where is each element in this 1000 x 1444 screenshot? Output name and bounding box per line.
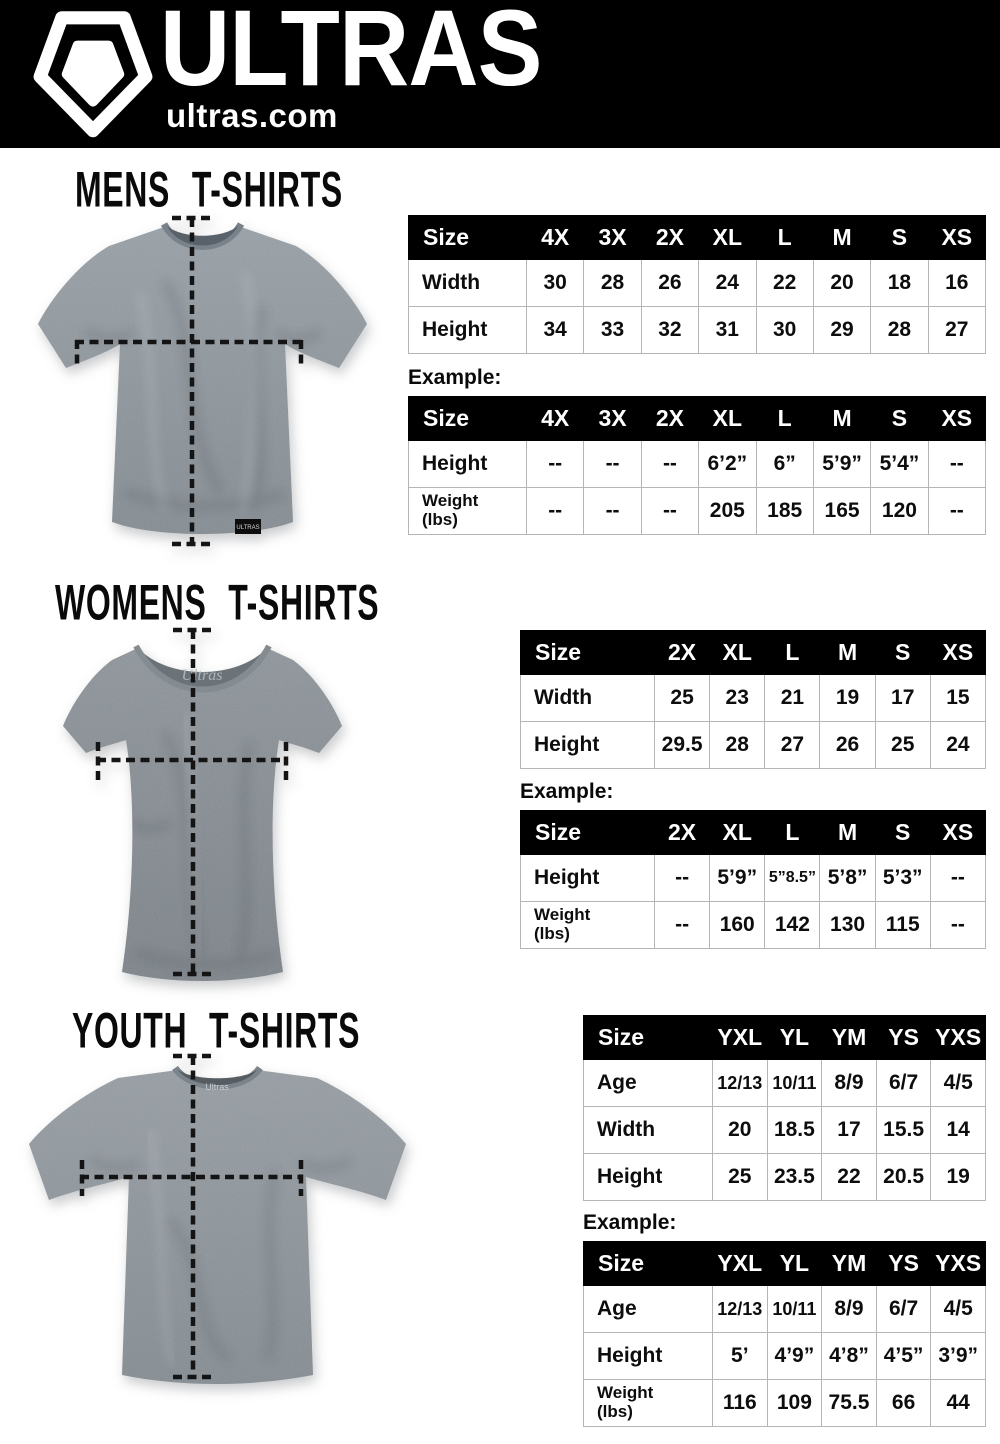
table-cell: 160 <box>710 902 765 949</box>
table-cell: 18.5 <box>767 1107 822 1154</box>
size-column-header: XL <box>699 216 756 260</box>
table-row <box>584 1107 986 1154</box>
table-cell: -- <box>527 488 584 535</box>
size-column-header: M <box>813 397 870 441</box>
table-cell: 4’9” <box>767 1333 822 1380</box>
row-label: Age <box>584 1060 713 1107</box>
table-row <box>584 1333 986 1380</box>
row-label: Weight (lbs) <box>521 902 655 949</box>
size-column-header: XL <box>710 631 765 675</box>
table-cell: -- <box>584 441 641 488</box>
row-label: Weight (lbs) <box>409 488 527 535</box>
table-cell: 15 <box>930 675 985 722</box>
table-cell: 28 <box>871 307 928 354</box>
size-column-header: S <box>871 397 928 441</box>
table-cell: 130 <box>820 902 875 949</box>
size-column-header: XL <box>710 811 765 855</box>
table-cell: 115 <box>875 902 930 949</box>
header-banner <box>0 0 1000 148</box>
table-cell: -- <box>655 902 710 949</box>
youth-section-title: YOUTH T-SHIRTS <box>72 1001 361 1058</box>
table-cell: 12/13 <box>713 1286 768 1333</box>
table-row <box>584 1286 986 1333</box>
table-cell: 28 <box>710 722 765 769</box>
table-cell: 75.5 <box>822 1380 877 1427</box>
size-column-header: L <box>756 216 813 260</box>
hem-tag <box>235 519 261 534</box>
size-column-header: XS <box>928 216 985 260</box>
womens-shirt-shape <box>35 622 370 990</box>
youth-size-table <box>583 1015 986 1201</box>
table-cell: 44 <box>931 1380 986 1427</box>
size-column-header: 4X <box>527 216 584 260</box>
size-column-header: M <box>820 631 875 675</box>
table-cell: 23 <box>710 675 765 722</box>
table-cell: 6/7 <box>876 1060 931 1107</box>
size-column-header: YS <box>876 1016 931 1060</box>
table-cell: 5”8.5” <box>765 855 820 902</box>
table-row <box>409 307 986 354</box>
size-column-label: Size <box>409 397 527 441</box>
row-label: Height <box>521 722 655 769</box>
row-label: Age <box>584 1286 713 1333</box>
table-cell: 66 <box>876 1380 931 1427</box>
size-column-header: YM <box>822 1016 877 1060</box>
table-cell: 19 <box>820 675 875 722</box>
table-header-row <box>584 1016 986 1060</box>
site-url: ultras.com <box>166 97 338 134</box>
table-cell: 8/9 <box>822 1286 877 1333</box>
table-cell: 26 <box>641 260 698 307</box>
table-cell: 29.5 <box>655 722 710 769</box>
size-column-label: Size <box>521 631 655 675</box>
row-label: Height <box>584 1333 713 1380</box>
table-row <box>521 855 986 902</box>
size-column-header: L <box>765 811 820 855</box>
table-cell: 120 <box>871 488 928 535</box>
table-cell: 25 <box>713 1154 768 1201</box>
youth-example-label: Example: <box>583 1211 677 1234</box>
youth-tshirt-image <box>20 1050 415 1425</box>
womens-size-table <box>520 630 986 769</box>
table-cell: 5’9” <box>710 855 765 902</box>
size-column-header: 4X <box>527 397 584 441</box>
table-cell: -- <box>930 855 985 902</box>
table-cell: 5’3” <box>875 855 930 902</box>
size-column-header: M <box>813 216 870 260</box>
mens-section-title: MENS T-SHIRTS <box>75 160 343 217</box>
table-cell: 33 <box>584 307 641 354</box>
table-cell: 16 <box>928 260 985 307</box>
table-cell: 30 <box>527 260 584 307</box>
table-cell: 4’5” <box>876 1333 931 1380</box>
table-cell: 5’9” <box>813 441 870 488</box>
table-cell: 165 <box>813 488 870 535</box>
table-row <box>521 675 986 722</box>
womens-example-label: Example: <box>520 780 614 803</box>
table-cell: 30 <box>756 307 813 354</box>
row-label: Width <box>409 260 527 307</box>
mens-tshirt-image <box>15 212 390 560</box>
table-cell: 4/5 <box>931 1060 986 1107</box>
size-column-header: XS <box>930 631 985 675</box>
table-row <box>521 722 986 769</box>
table-cell: 27 <box>928 307 985 354</box>
table-cell: 4/5 <box>931 1286 986 1333</box>
table-cell: 5’ <box>713 1333 768 1380</box>
neck-label: Ultras <box>205 1082 229 1092</box>
size-column-header: YXS <box>931 1242 986 1286</box>
table-header-row <box>409 216 986 260</box>
table-cell: 6/7 <box>876 1286 931 1333</box>
table-cell: 20 <box>713 1107 768 1154</box>
table-cell: -- <box>928 441 985 488</box>
size-column-header: 2X <box>641 216 698 260</box>
table-row <box>584 1060 986 1107</box>
table-cell: 24 <box>930 722 985 769</box>
table-cell: 5’4” <box>871 441 928 488</box>
table-cell: 29 <box>813 307 870 354</box>
table-cell: 18 <box>871 260 928 307</box>
table-cell: 109 <box>767 1380 822 1427</box>
table-row <box>409 441 986 488</box>
size-column-label: Size <box>584 1242 713 1286</box>
table-cell: 205 <box>699 488 756 535</box>
table-cell: 185 <box>756 488 813 535</box>
table-header-row <box>409 397 986 441</box>
table-cell: 3’9” <box>931 1333 986 1380</box>
table-cell: 17 <box>822 1107 877 1154</box>
table-cell: 6” <box>756 441 813 488</box>
size-column-header: YXS <box>931 1016 986 1060</box>
table-cell: 25 <box>655 675 710 722</box>
table-cell: 12/13 <box>713 1060 768 1107</box>
table-row <box>584 1380 986 1427</box>
table-cell: 32 <box>641 307 698 354</box>
row-label: Width <box>584 1107 713 1154</box>
size-column-header: 2X <box>641 397 698 441</box>
size-column-header: S <box>875 631 930 675</box>
table-cell: 142 <box>765 902 820 949</box>
svg-text:ULTRAS: ULTRAS <box>236 525 260 531</box>
size-column-label: Size <box>584 1016 713 1060</box>
size-column-header: XS <box>930 811 985 855</box>
table-row <box>584 1154 986 1201</box>
row-label: Height <box>584 1154 713 1201</box>
table-row <box>409 488 986 535</box>
womens-tshirt-image <box>35 622 370 990</box>
table-cell: 34 <box>527 307 584 354</box>
table-cell: 6’2” <box>699 441 756 488</box>
mens-example-table <box>408 396 986 535</box>
mens-size-table <box>408 215 986 354</box>
mens-shirt-shape <box>15 212 390 560</box>
table-header-row <box>521 811 986 855</box>
table-cell: 17 <box>875 675 930 722</box>
table-cell: 4’8” <box>822 1333 877 1380</box>
table-cell: 116 <box>713 1380 768 1427</box>
size-column-header: XL <box>699 397 756 441</box>
size-column-label: Size <box>409 216 527 260</box>
size-column-header: YS <box>876 1242 931 1286</box>
size-column-header: 3X <box>584 216 641 260</box>
table-cell: 14 <box>931 1107 986 1154</box>
size-column-header: YM <box>822 1242 877 1286</box>
table-cell: 5’8” <box>820 855 875 902</box>
size-column-header: YL <box>767 1016 822 1060</box>
ultras-pentagon-logo-icon <box>33 6 153 140</box>
womens-example-table <box>520 810 986 949</box>
table-cell: 31 <box>699 307 756 354</box>
table-cell: 19 <box>931 1154 986 1201</box>
table-header-row <box>521 631 986 675</box>
size-column-header: YXL <box>713 1242 768 1286</box>
table-cell: 27 <box>765 722 820 769</box>
size-column-header: 3X <box>584 397 641 441</box>
table-cell: 22 <box>756 260 813 307</box>
row-label: Height <box>409 307 527 354</box>
size-column-label: Size <box>521 811 655 855</box>
table-cell: 25 <box>875 722 930 769</box>
table-cell: -- <box>527 441 584 488</box>
table-cell: 10/11 <box>767 1286 822 1333</box>
size-column-header: S <box>871 216 928 260</box>
table-row <box>409 260 986 307</box>
size-column-header: YL <box>767 1242 822 1286</box>
table-cell: 8/9 <box>822 1060 877 1107</box>
table-cell: -- <box>641 488 698 535</box>
youth-example-table <box>583 1241 986 1427</box>
table-row <box>521 902 986 949</box>
table-cell: 20.5 <box>876 1154 931 1201</box>
table-cell: -- <box>930 902 985 949</box>
size-column-header: XS <box>928 397 985 441</box>
neck-label: Ultras <box>181 667 223 684</box>
table-cell: 20 <box>813 260 870 307</box>
table-cell: -- <box>928 488 985 535</box>
row-label: Width <box>521 675 655 722</box>
size-column-header: M <box>820 811 875 855</box>
table-cell: 26 <box>820 722 875 769</box>
size-column-header: 2X <box>655 631 710 675</box>
table-cell: 15.5 <box>876 1107 931 1154</box>
table-cell: 28 <box>584 260 641 307</box>
table-header-row <box>584 1242 986 1286</box>
size-column-header: 2X <box>655 811 710 855</box>
size-column-header: S <box>875 811 930 855</box>
table-cell: -- <box>584 488 641 535</box>
row-label: Height <box>409 441 527 488</box>
brand-title: ULTRAS <box>160 0 542 108</box>
table-cell: 10/11 <box>767 1060 822 1107</box>
size-column-header: YXL <box>713 1016 768 1060</box>
row-label: Weight (lbs) <box>584 1380 713 1427</box>
size-column-header: L <box>756 397 813 441</box>
womens-section-title: WOMENS T-SHIRTS <box>55 573 380 630</box>
table-cell: -- <box>655 855 710 902</box>
table-cell: -- <box>641 441 698 488</box>
table-cell: 24 <box>699 260 756 307</box>
table-cell: 23.5 <box>767 1154 822 1201</box>
youth-shirt-shape <box>20 1050 415 1425</box>
row-label: Height <box>521 855 655 902</box>
mens-example-label: Example: <box>408 366 502 389</box>
size-column-header: L <box>765 631 820 675</box>
table-cell: 22 <box>822 1154 877 1201</box>
table-cell: 21 <box>765 675 820 722</box>
